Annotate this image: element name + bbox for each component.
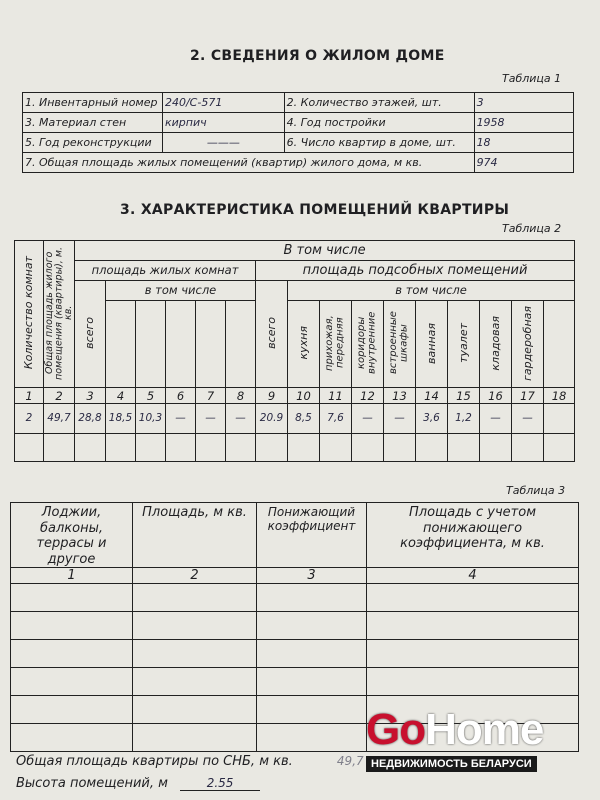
col-num: 4 [106,388,136,404]
bathroom-header: ванная [424,322,438,364]
cell-value: — [512,404,544,434]
cell-value [544,404,575,434]
cell-value: — [196,404,226,434]
table-row [11,612,579,640]
section-3-heading: 3. ХАРАКТЕРИСТИКА ПОМЕЩЕНИЙ КВАРТИРЫ [120,202,510,218]
logo-tagline: НЕДВИЖИМОСТЬ БЕЛАРУСИ [366,756,537,772]
cell-value: — [226,404,256,434]
apartment-area-label: Общая площадь квартиры по СНБ, м кв. [16,754,293,769]
aux-area-header: площадь подсобных помещений [256,261,575,281]
corridors-header: коридоры внутренние [356,311,378,375]
section-2-heading: 2. СВЕДЕНИЯ О ЖИЛОМ ДОМЕ [190,48,445,64]
table-row [15,404,575,434]
apartments-count-value: 18 [474,133,573,153]
living-total-header: всего [83,317,97,349]
living-area-header: площадь жилых комнат [75,261,256,281]
table-2 [14,240,575,462]
closets-header: встроенные шкафы [388,311,410,375]
table-1 [22,92,574,173]
col-num: 17 [512,388,544,404]
cell-value: 18,5 [106,404,136,434]
table-1-row [23,153,574,173]
col-num: 4 [367,568,579,584]
including-header: В том числе [75,241,575,261]
table-3-label: Таблица 3 [506,484,566,497]
room-height-value: 2.55 [180,776,260,791]
col-num: 2 [133,568,257,584]
table-1-row [23,113,574,133]
logo-wordmark: GoHome [366,705,544,754]
build-year-label: 4. Год постройки [284,113,474,133]
col-num: 16 [480,388,512,404]
living-including-header: в том числе [106,281,256,301]
table-row [15,434,575,462]
aux-including-header: в том числе [288,281,575,301]
cell-value: 8,5 [288,404,320,434]
total-living-area-label: 7. Общая площадь жилых помещений (квартир) жилого дома, м кв. [23,153,475,173]
col-num: 6 [166,388,196,404]
col-num: 5 [136,388,166,404]
cell-value: 28,8 [75,404,106,434]
reduced-area-header: Площадь с учетом понижающего коэффициента, м кв. [367,503,579,568]
cell-value: 7,6 [320,404,352,434]
col-num: 1 [11,568,133,584]
col-num: 7 [196,388,226,404]
cell-value: 20.9 [256,404,288,434]
col-num: 15 [448,388,480,404]
loggias-header: Лоджии, балконы, террасы и другое [11,503,133,568]
floors-count-label: 2. Количество этажей, шт. [284,93,474,113]
toilet-header: туалет [456,323,470,363]
table-row [11,640,579,668]
total-living-area-value: 974 [474,153,573,173]
table-2-label: Таблица 2 [502,222,562,235]
table-row [11,668,579,696]
hallway-header: прихожая, передняя [324,315,346,371]
column-numbers-row [15,388,575,404]
reduction-coefficient-header: Понижающий коэффициент [257,503,367,568]
build-year-value: 1958 [474,113,573,133]
total-area-header: Общая площадь жилого помещения (квартиры), м. кв. [43,246,74,380]
column-numbers-row [11,568,579,584]
table-row [11,584,579,612]
room-height-row [16,776,260,791]
inventory-number-value: 240/С-571 [162,93,284,113]
apartment-area-row [16,754,364,769]
table-1-label: Таблица 1 [502,72,562,85]
reconstruction-year-label: 5. Год реконструкции [23,133,163,153]
cell-value: — [166,404,196,434]
cell-value: — [352,404,384,434]
aux-total-header: всего [264,317,278,349]
col-num: 13 [384,388,416,404]
area-header: Площадь, м кв. [133,503,257,568]
col-num: 10 [288,388,320,404]
cell-value: — [480,404,512,434]
floors-count-value: 3 [474,93,573,113]
col-num: 14 [416,388,448,404]
kitchen-header: кухня [296,326,310,360]
cell-value: 3,6 [416,404,448,434]
cell-value: 10,3 [136,404,166,434]
col-num: 1 [15,388,44,404]
wall-material-value: кирпич [162,113,284,133]
col-num: 3 [257,568,367,584]
reconstruction-year-value: ——— [162,133,284,153]
col-num: 2 [44,388,75,404]
storeroom-header: кладовая [488,315,502,371]
rooms-count-header: Количество комнат [22,256,36,370]
wardrobe-header: гардеробная [520,305,534,381]
col-num: 9 [256,388,288,404]
col-num: 8 [226,388,256,404]
cell-value: 2 [15,404,44,434]
cell-value: — [384,404,416,434]
col-num: 3 [75,388,106,404]
room-height-label: Высота помещений, м [16,776,168,791]
apartment-area-value: 49,7 [336,754,364,768]
table-1-row [23,93,574,113]
table-1-row [23,133,574,153]
wall-material-label: 3. Материал стен [23,113,163,133]
col-num: 12 [352,388,384,404]
gohome-logo [366,705,558,776]
apartments-count-label: 6. Число квартир в доме, шт. [284,133,474,153]
col-num: 18 [544,388,575,404]
cell-value: 49,7 [44,404,75,434]
inventory-number-label: 1. Инвентарный номер [23,93,163,113]
col-num: 11 [320,388,352,404]
cell-value: 1,2 [448,404,480,434]
